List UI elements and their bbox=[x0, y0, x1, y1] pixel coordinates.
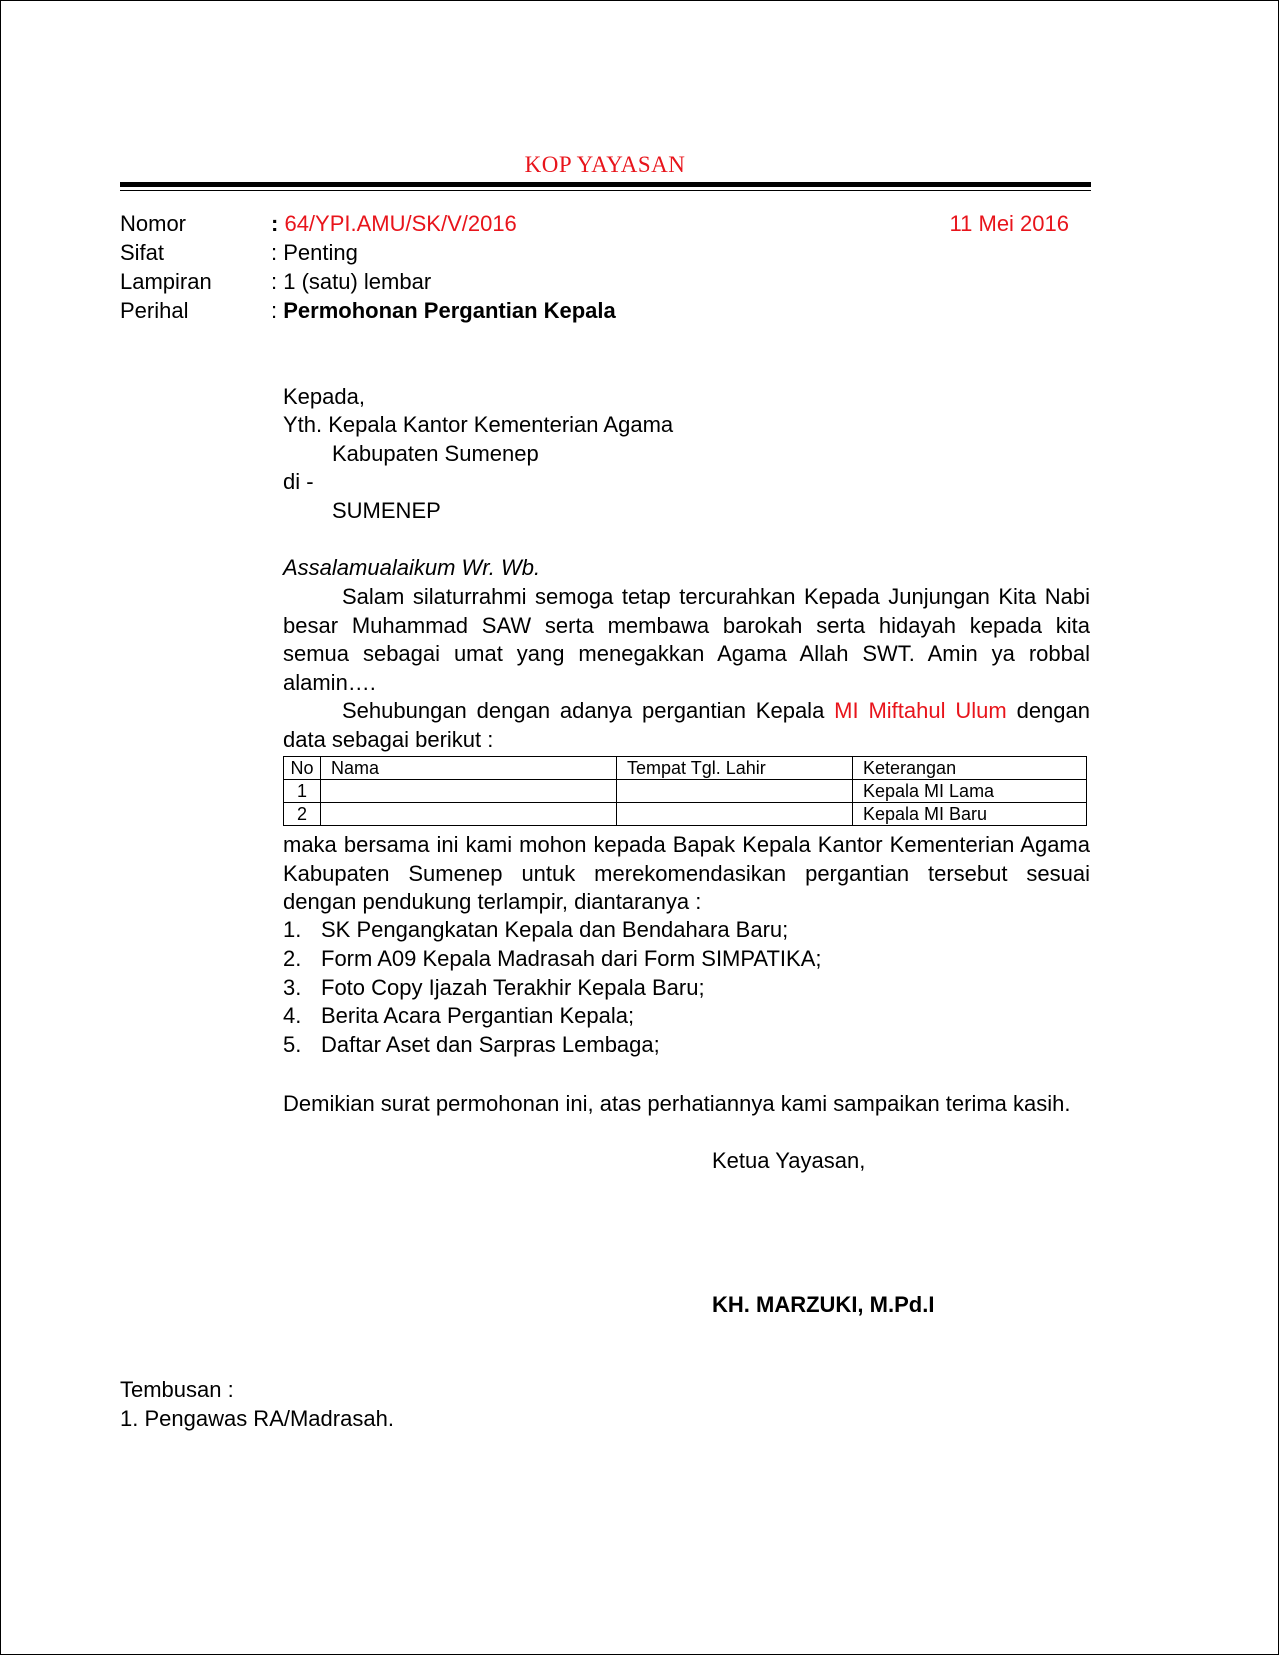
nomor-colon: : bbox=[271, 211, 279, 236]
paragraph-data-intro bbox=[283, 697, 1090, 754]
table-row bbox=[284, 803, 1087, 826]
school-name: MI Miftahul Ulum bbox=[834, 698, 1007, 723]
sifat-value: : Penting bbox=[271, 240, 358, 265]
perihal-label: Perihal bbox=[120, 298, 189, 323]
lampiran-value: : 1 (satu) lembar bbox=[271, 269, 432, 294]
table-cell: 1 bbox=[284, 780, 321, 803]
paragraph-opening-text: Salam silaturrahmi semoga tetap tercurahkan Kepada Junjungan Kita Nabi besar Muhammad SAW serta membawa barokah serta hidayah kepada kita semua sebagai umat yang menegakkan Agama Allah SWT. Amin ya robbal alamin…. bbox=[283, 584, 1090, 695]
recipient-line-5: SUMENEP bbox=[332, 498, 441, 523]
letterhead-title: KOP YAYASAN bbox=[524, 152, 686, 177]
recipient-line-2: Yth. Kepala Kantor Kementerian Agama bbox=[283, 412, 674, 437]
letterhead-rule-thin bbox=[120, 190, 1091, 191]
list-item-number: 2. bbox=[283, 945, 302, 971]
list-item-number: 3. bbox=[283, 974, 302, 1000]
cc-label: Tembusan : bbox=[120, 1377, 234, 1402]
perihal-row bbox=[271, 297, 616, 325]
table-header-no: No bbox=[284, 757, 321, 780]
recipient-line-4: di - bbox=[283, 469, 314, 494]
table-cell: Kepala MI Baru bbox=[853, 803, 1087, 826]
paragraph-opening bbox=[283, 583, 1090, 697]
cc-item: 1. Pengawas RA/Madrasah. bbox=[120, 1406, 394, 1431]
table-cell bbox=[321, 803, 617, 826]
lampiran-label: Lampiran bbox=[120, 269, 212, 294]
nomor-row bbox=[271, 210, 517, 238]
data-table bbox=[283, 756, 1087, 826]
para2-after: dengan data sebagai berikut : bbox=[283, 698, 1090, 752]
list-item-number: 1. bbox=[283, 917, 302, 942]
table-row bbox=[284, 780, 1087, 803]
paragraph-request bbox=[283, 831, 1090, 917]
table-header-ttl: Tempat Tgl. Lahir bbox=[617, 757, 853, 780]
sifat-label: Sifat bbox=[120, 240, 165, 265]
signature-name: KH. MARZUKI, M.Pd.I bbox=[712, 1292, 935, 1317]
paragraph-request-text: maka bersama ini kami mohon kepada Bapak Kepala Kantor Kementerian Agama Kabupaten Sumenep untuk merekomendasikan pergantian tersebut sesuai dengan pendukung terlampir, diantaranya : bbox=[283, 832, 1090, 914]
list-item-text: Daftar Aset dan Sarpras Lembaga; bbox=[321, 1032, 660, 1058]
table-cell: Kepala MI Lama bbox=[853, 780, 1087, 803]
perihal-value: Permohonan Pergantian Kepala bbox=[283, 298, 616, 323]
perihal-colon: : bbox=[271, 298, 284, 323]
table-cell bbox=[321, 780, 617, 803]
nomor-label: Nomor bbox=[120, 211, 187, 236]
recipient-line-1: Kepada, bbox=[283, 384, 365, 409]
list-item-number: 4. bbox=[283, 1003, 302, 1029]
para2-before: Sehubungan dengan adanya pergantian Kepala bbox=[342, 698, 835, 723]
table-header-row bbox=[284, 757, 1087, 780]
table-cell bbox=[617, 780, 853, 803]
list-item-text: Foto Copy Ijazah Terakhir Kepala Baru; bbox=[321, 974, 705, 1000]
list-item-text: SK Pengangkatan Kepala dan Bendahara Baru; bbox=[321, 917, 789, 942]
table-cell bbox=[617, 803, 853, 826]
signature-title: Ketua Yayasan, bbox=[712, 1148, 866, 1173]
letterhead-rule-thick bbox=[120, 182, 1091, 187]
list-item-text: Form A09 Kepala Madrasah dari Form SIMPATIKA; bbox=[321, 945, 822, 971]
paragraph-data-intro-text bbox=[283, 697, 1090, 754]
recipient-line-3: Kabupaten Sumenep bbox=[332, 441, 539, 466]
list-item-text: Berita Acara Pergantian Kepala; bbox=[321, 1003, 635, 1029]
table-header-nama: Nama bbox=[321, 757, 617, 780]
letter-date: 11 Mei 2016 bbox=[949, 211, 1069, 236]
closing-sentence: Demikian surat permohonan ini, atas perhatiannya kami sampaikan terima kasih. bbox=[283, 1091, 1071, 1116]
list-item-number: 5. bbox=[283, 1032, 302, 1058]
greeting: Assalamualaikum Wr. Wb. bbox=[283, 555, 541, 580]
nomor-value: 64/YPI.AMU/SK/V/2016 bbox=[284, 211, 517, 236]
table-header-keterangan: Keterangan bbox=[853, 757, 1087, 780]
table-cell: 2 bbox=[284, 803, 321, 826]
